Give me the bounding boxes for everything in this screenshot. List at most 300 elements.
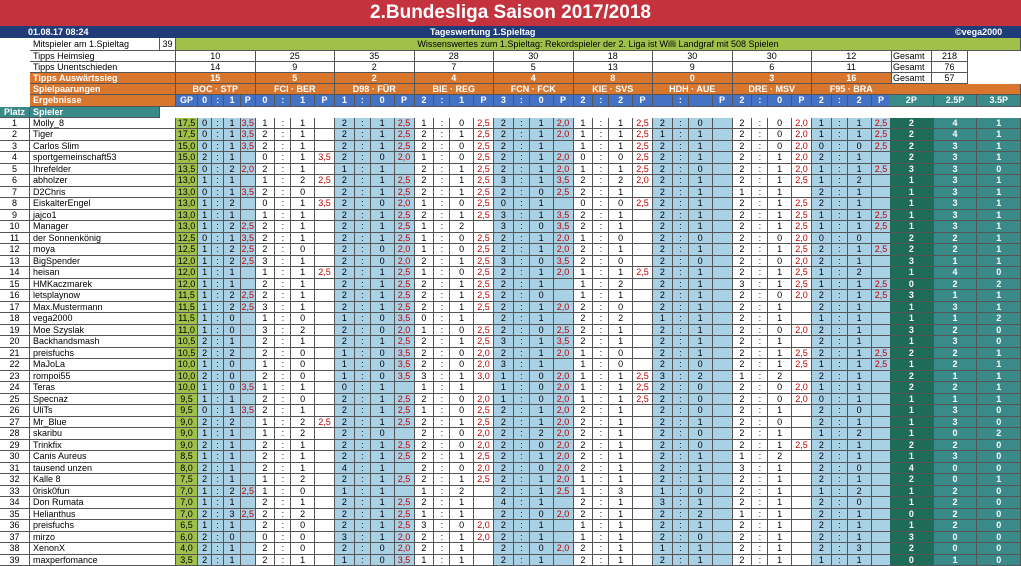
tip-sep: : xyxy=(275,313,291,324)
tip-away: 0 xyxy=(224,371,241,382)
tip-sep: : xyxy=(355,371,371,382)
tip-sep: : xyxy=(212,325,224,336)
tip-home: 1 xyxy=(415,152,435,163)
tip-home: 2 xyxy=(733,221,753,232)
tip-home: 2 xyxy=(812,440,832,451)
tip-home: 1 xyxy=(574,279,594,290)
tip-sep: : xyxy=(673,359,689,370)
tip-home: 2 xyxy=(812,474,832,485)
player-rank: 30 xyxy=(0,451,30,462)
tip-sep: : xyxy=(275,290,291,301)
player-stat: 2 xyxy=(890,382,934,393)
tip-home: 1 xyxy=(256,486,276,497)
tipps-value: 13 xyxy=(574,62,654,73)
tip-away: 0 xyxy=(224,313,241,324)
player-name: BigSpender xyxy=(30,256,176,267)
tip-sep: : xyxy=(275,256,291,267)
player-stat: 2 xyxy=(890,141,934,152)
tip-sep: : xyxy=(434,198,450,209)
tip-sep: : xyxy=(514,543,530,554)
tip-sep: : xyxy=(752,520,768,531)
tip-home: 2 xyxy=(335,543,355,554)
tip-away: 1 xyxy=(530,417,554,428)
tip-home: 1 xyxy=(733,509,753,520)
tip-sep: : xyxy=(275,302,291,313)
player-rank: 32 xyxy=(0,474,30,485)
tip-away: 1 xyxy=(609,325,633,336)
tip-sep: : xyxy=(434,233,450,244)
tip-home: 2 xyxy=(415,394,435,405)
tip-home: 1 xyxy=(733,451,753,462)
tip-home: 1 xyxy=(256,382,276,393)
tip-away: 1 xyxy=(371,164,395,175)
tipps-value: 15 xyxy=(176,73,256,84)
player-gp: 9,0 xyxy=(176,417,198,428)
result-sep: : xyxy=(673,95,689,107)
tip-points xyxy=(315,118,335,129)
player-stat: 0 xyxy=(890,555,934,566)
tip-home: 2 xyxy=(574,463,594,474)
tip-points xyxy=(395,382,415,393)
player-rank: 4 xyxy=(0,152,30,163)
spieler-header: Spieler xyxy=(30,107,160,118)
tip-away: 0 xyxy=(768,256,792,267)
tip-sep: : xyxy=(355,417,371,428)
tip-home: 2 xyxy=(733,256,753,267)
tip-away: 1 xyxy=(768,532,792,543)
tip-points xyxy=(315,463,335,474)
tip-points xyxy=(315,555,335,566)
tip-points: 2,5 xyxy=(395,129,415,140)
tip-home: 2 xyxy=(733,129,753,140)
tip-away: 0 xyxy=(450,198,474,209)
tip-home: 2 xyxy=(653,152,673,163)
tip-away: 1 xyxy=(609,474,633,485)
tip-away: 1 xyxy=(848,336,872,347)
tip-points xyxy=(792,371,812,382)
tip-points xyxy=(554,555,574,566)
tip-away: 1 xyxy=(848,382,872,393)
tip-sep: : xyxy=(212,497,224,508)
tip-home: 2 xyxy=(198,474,212,485)
tipps-value: 35 xyxy=(335,51,415,62)
tip-sep: : xyxy=(752,486,768,497)
tip-home: 2 xyxy=(494,532,514,543)
tip-home: 2 xyxy=(653,198,673,209)
tip-home: 0 xyxy=(574,198,594,209)
tip-home: 2 xyxy=(494,302,514,313)
tip-away: 1 xyxy=(689,555,713,566)
tip-away: 1 xyxy=(371,532,395,543)
tip-away: 1 xyxy=(530,279,554,290)
tip-sep: : xyxy=(752,532,768,543)
tip-sep: : xyxy=(514,175,530,186)
tip-home: 1 xyxy=(415,405,435,416)
tip-points xyxy=(872,543,892,554)
tip-away: 1 xyxy=(689,290,713,301)
tip-home: 2 xyxy=(494,187,514,198)
tip-away: 1 xyxy=(609,210,633,221)
player-gp: 17,5 xyxy=(176,118,198,129)
player-gp: 15,0 xyxy=(176,141,198,152)
player-rank: 2 xyxy=(0,129,30,140)
tip-home: 1 xyxy=(574,233,594,244)
tip-points xyxy=(633,256,653,267)
tip-sep: : xyxy=(673,428,689,439)
player-gp: 12,0 xyxy=(176,256,198,267)
player-row xyxy=(0,497,1021,508)
player-gp: 10,5 xyxy=(176,336,198,347)
tipps-value: 4 xyxy=(494,73,574,84)
tip-sep: : xyxy=(673,164,689,175)
tip-away: 1 xyxy=(609,394,633,405)
tip-points xyxy=(872,497,892,508)
tip-away: 1 xyxy=(291,290,315,301)
tip-points xyxy=(633,428,653,439)
tip-away: 1 xyxy=(768,348,792,359)
tip-points: 2,5 xyxy=(792,221,812,232)
tip-points xyxy=(633,221,653,232)
player-rank: 3 xyxy=(0,141,30,152)
tip-home: 2 xyxy=(335,233,355,244)
tip-points xyxy=(633,532,653,543)
tip-home: 2 xyxy=(335,267,355,278)
player-stat: 3 xyxy=(934,187,978,198)
tip-points xyxy=(713,175,733,186)
tip-away: 1 xyxy=(530,175,554,186)
player-stat: 2 xyxy=(890,440,934,451)
tip-home: 2 xyxy=(415,463,435,474)
timestamp: 01.08.17 08:24 xyxy=(28,27,89,37)
player-name: Molly_8 xyxy=(30,118,176,129)
tip-home: 2 xyxy=(653,417,673,428)
result-home: 1 xyxy=(335,95,355,107)
tip-points: 3,5 xyxy=(395,359,415,370)
tip-home: 2 xyxy=(733,152,753,163)
player-row xyxy=(0,164,1021,175)
platz-header: Platz xyxy=(0,107,30,118)
tip-sep: : xyxy=(593,417,609,428)
tip-sep: : xyxy=(514,129,530,140)
tip-away: 0 xyxy=(371,428,395,439)
tip-points xyxy=(315,520,335,531)
player-row xyxy=(0,382,1021,393)
tip-points: 2,5 xyxy=(395,233,415,244)
tip-sep: : xyxy=(275,555,291,566)
tip-home: 2 xyxy=(198,543,212,554)
player-gp: 10,0 xyxy=(176,359,198,370)
tipps-value: 14 xyxy=(176,62,256,73)
tip-points xyxy=(241,497,255,508)
tip-away: 0 xyxy=(768,417,792,428)
tip-away: 1 xyxy=(371,279,395,290)
tip-away: 3 xyxy=(609,486,633,497)
tip-home: 2 xyxy=(415,359,435,370)
tip-points: 2,0 xyxy=(395,543,415,554)
player-gp: 7,0 xyxy=(176,509,198,520)
player-rank: 39 xyxy=(0,555,30,566)
tip-home: 2 xyxy=(733,313,753,324)
tip-home: 1 xyxy=(198,210,212,221)
player-stat: 0 xyxy=(977,405,1021,416)
tip-sep: : xyxy=(275,463,291,474)
tip-points xyxy=(241,417,255,428)
tip-points: 2,5 xyxy=(241,485,255,496)
tip-sep: : xyxy=(275,244,291,255)
tip-away: 0 xyxy=(609,233,633,244)
tip-sep: : xyxy=(673,532,689,543)
tip-sep: : xyxy=(275,382,291,393)
tip-away: 0 xyxy=(371,256,395,267)
tip-sep: : xyxy=(832,210,848,221)
player-name: Kalle 8 xyxy=(30,474,176,485)
tip-home: 2 xyxy=(812,256,832,267)
tip-points xyxy=(792,463,812,474)
tip-sep: : xyxy=(673,405,689,416)
tip-away: 1 xyxy=(848,394,872,405)
tip-home: 2 xyxy=(574,302,594,313)
tip-away: 2 xyxy=(291,417,315,428)
tip-away: 1 xyxy=(371,221,395,232)
player-stat: 1 xyxy=(890,451,934,462)
tip-home: 1 xyxy=(812,164,832,175)
tip-sep: : xyxy=(275,267,291,278)
tip-sep: : xyxy=(752,267,768,278)
tip-sep: : xyxy=(212,233,224,244)
tip-home: 1 xyxy=(574,532,594,543)
tip-points: 2,0 xyxy=(474,440,494,451)
player-stat: 1 xyxy=(977,474,1021,485)
tip-home: 2 xyxy=(415,451,435,462)
player-row xyxy=(0,486,1021,497)
tip-home: 3 xyxy=(733,279,753,290)
tip-away: 1 xyxy=(689,325,713,336)
tip-home: 2 xyxy=(335,394,355,405)
player-name: tausend unzen xyxy=(30,463,176,474)
tip-sep: : xyxy=(434,256,450,267)
tip-away: 1 xyxy=(689,463,713,474)
tip-sep: : xyxy=(355,428,371,439)
tip-away: 0 xyxy=(450,152,474,163)
tip-home: 2 xyxy=(733,543,753,554)
tip-sep: : xyxy=(275,428,291,439)
tip-away: 0 xyxy=(848,141,872,152)
tip-home: 1 xyxy=(574,164,594,175)
tip-points: 2,0 xyxy=(554,417,574,428)
tip-points: 2,0 xyxy=(554,302,574,313)
tip-away: 0 xyxy=(768,325,792,336)
tip-sep: : xyxy=(514,497,530,508)
tip-home: 1 xyxy=(335,486,355,497)
tip-home: 2 xyxy=(494,290,514,301)
tip-away: 1 xyxy=(530,141,554,152)
player-stat: 2 xyxy=(934,497,978,508)
tip-home: 2 xyxy=(335,451,355,462)
tip-points: 2,5 xyxy=(633,118,653,129)
tip-away: 1 xyxy=(530,164,554,175)
tip-sep: : xyxy=(832,336,848,347)
tip-sep: : xyxy=(514,198,530,209)
tip-home: 2 xyxy=(812,152,832,163)
tip-away: 1 xyxy=(689,313,713,324)
tip-sep: : xyxy=(832,141,848,152)
tip-away: 2 xyxy=(768,371,792,382)
points-header: P xyxy=(872,95,892,107)
tip-sep: : xyxy=(752,348,768,359)
tip-home: 0 xyxy=(335,382,355,393)
tip-home: 2 xyxy=(574,555,594,566)
tip-away: 0 xyxy=(689,233,713,244)
tip-sep: : xyxy=(752,440,768,451)
player-row xyxy=(0,198,1021,209)
tip-points xyxy=(713,313,733,324)
player-stat: 1 xyxy=(977,382,1021,393)
tip-sep: : xyxy=(434,290,450,301)
tip-away: 1 xyxy=(768,543,792,554)
tip-sep: : xyxy=(673,371,689,382)
player-stat: 1 xyxy=(890,486,934,497)
tip-sep: : xyxy=(514,417,530,428)
tip-sep: : xyxy=(832,371,848,382)
player-rank: 15 xyxy=(0,279,30,290)
tip-away: 1 xyxy=(768,221,792,232)
tip-sep: : xyxy=(514,555,530,566)
player-row xyxy=(0,267,1021,278)
tip-away: 1 xyxy=(689,141,713,152)
tip-points xyxy=(395,428,415,439)
tip-points xyxy=(395,164,415,175)
player-row xyxy=(0,187,1021,198)
tip-home: 2 xyxy=(653,302,673,313)
tip-home: 2 xyxy=(574,325,594,336)
tip-sep: : xyxy=(673,313,689,324)
tip-home: 1 xyxy=(812,555,832,566)
tip-sep: : xyxy=(275,336,291,347)
tip-away: 0 xyxy=(530,543,554,554)
tip-points xyxy=(713,164,733,175)
tip-sep: : xyxy=(212,359,224,370)
tip-sep: : xyxy=(355,336,371,347)
tip-sep: : xyxy=(673,451,689,462)
tip-home: 1 xyxy=(335,359,355,370)
tip-sep: : xyxy=(673,198,689,209)
tip-sep: : xyxy=(275,417,291,428)
tip-points: 2,0 xyxy=(554,451,574,462)
tip-points xyxy=(241,325,255,336)
tip-home: 1 xyxy=(198,302,212,313)
tip-points xyxy=(872,428,892,439)
tip-home: 3 xyxy=(653,497,673,508)
tip-home: 2 xyxy=(256,440,276,451)
tip-points xyxy=(315,290,335,301)
tip-sep: : xyxy=(212,382,224,393)
tip-sep: : xyxy=(212,543,224,554)
tip-sep: : xyxy=(355,463,371,474)
tip-sep: : xyxy=(434,543,450,554)
tip-home: 2 xyxy=(733,555,753,566)
tip-home: 3 xyxy=(256,302,276,313)
tip-home: 1 xyxy=(574,520,594,531)
tip-sep: : xyxy=(514,359,530,370)
tip-points xyxy=(315,451,335,462)
tip-home: 2 xyxy=(494,474,514,485)
tip-points xyxy=(241,359,255,370)
tip-home: 1 xyxy=(198,256,212,267)
player-row xyxy=(0,336,1021,347)
tip-points xyxy=(713,440,733,451)
tip-points: 3,5 xyxy=(554,336,574,347)
tip-sep: : xyxy=(673,486,689,497)
tip-away: 1 xyxy=(530,486,554,497)
points-header: P xyxy=(713,95,733,107)
tip-away: 0 xyxy=(689,440,713,451)
tip-points: 2,0 xyxy=(554,129,574,140)
tip-away: 1 xyxy=(371,417,395,428)
player-rank: 8 xyxy=(0,198,30,209)
tip-points xyxy=(474,382,494,393)
tip-home: 2 xyxy=(653,164,673,175)
tip-away: 1 xyxy=(609,463,633,474)
tip-points xyxy=(474,497,494,508)
tip-sep: : xyxy=(832,129,848,140)
tip-points xyxy=(872,382,892,393)
tip-points xyxy=(315,532,335,543)
tip-away: 1 xyxy=(291,440,315,451)
tip-home: 2 xyxy=(494,267,514,278)
tip-points xyxy=(241,428,255,439)
player-stat: 4 xyxy=(934,267,978,278)
tip-points: 2,0 xyxy=(554,152,574,163)
tip-sep: : xyxy=(275,152,291,163)
tip-home: 2 xyxy=(256,555,276,566)
tip-home: 2 xyxy=(494,486,514,497)
tip-points xyxy=(713,359,733,370)
tip-points xyxy=(315,325,335,336)
player-name: EiskalterEngel xyxy=(30,198,176,209)
tip-away: 1 xyxy=(768,267,792,278)
tip-sep: : xyxy=(212,152,224,163)
tip-home: 1 xyxy=(574,474,594,485)
tip-points: 2,5 xyxy=(792,244,812,255)
tip-home: 0 xyxy=(256,532,276,543)
tip-points: 2,5 xyxy=(395,417,415,428)
player-stat: 3 xyxy=(934,210,978,221)
tip-home: 1 xyxy=(574,486,594,497)
tip-sep: : xyxy=(593,233,609,244)
player-row xyxy=(0,129,1021,140)
tip-sep: : xyxy=(832,474,848,485)
pairing: HDH · AUE xyxy=(653,84,733,95)
tip-home: 2 xyxy=(494,543,514,554)
tip-home: 2 xyxy=(198,532,212,543)
tip-home: 2 xyxy=(415,497,435,508)
player-stat: 2 xyxy=(977,313,1021,324)
tip-away: 2 xyxy=(848,428,872,439)
result-home: 2 xyxy=(415,95,435,107)
tip-sep: : xyxy=(593,532,609,543)
player-rank: 16 xyxy=(0,290,30,301)
tip-points xyxy=(792,336,812,347)
player-row xyxy=(0,417,1021,428)
tip-points: 2,5 xyxy=(872,221,892,232)
tip-away: 1 xyxy=(291,118,315,129)
tip-sep: : xyxy=(593,440,609,451)
tip-points xyxy=(713,543,733,554)
tip-points xyxy=(633,463,653,474)
gesamt-label: Gesamt xyxy=(890,62,932,73)
player-stat: 1 xyxy=(890,187,934,198)
tip-away: 0 xyxy=(609,302,633,313)
